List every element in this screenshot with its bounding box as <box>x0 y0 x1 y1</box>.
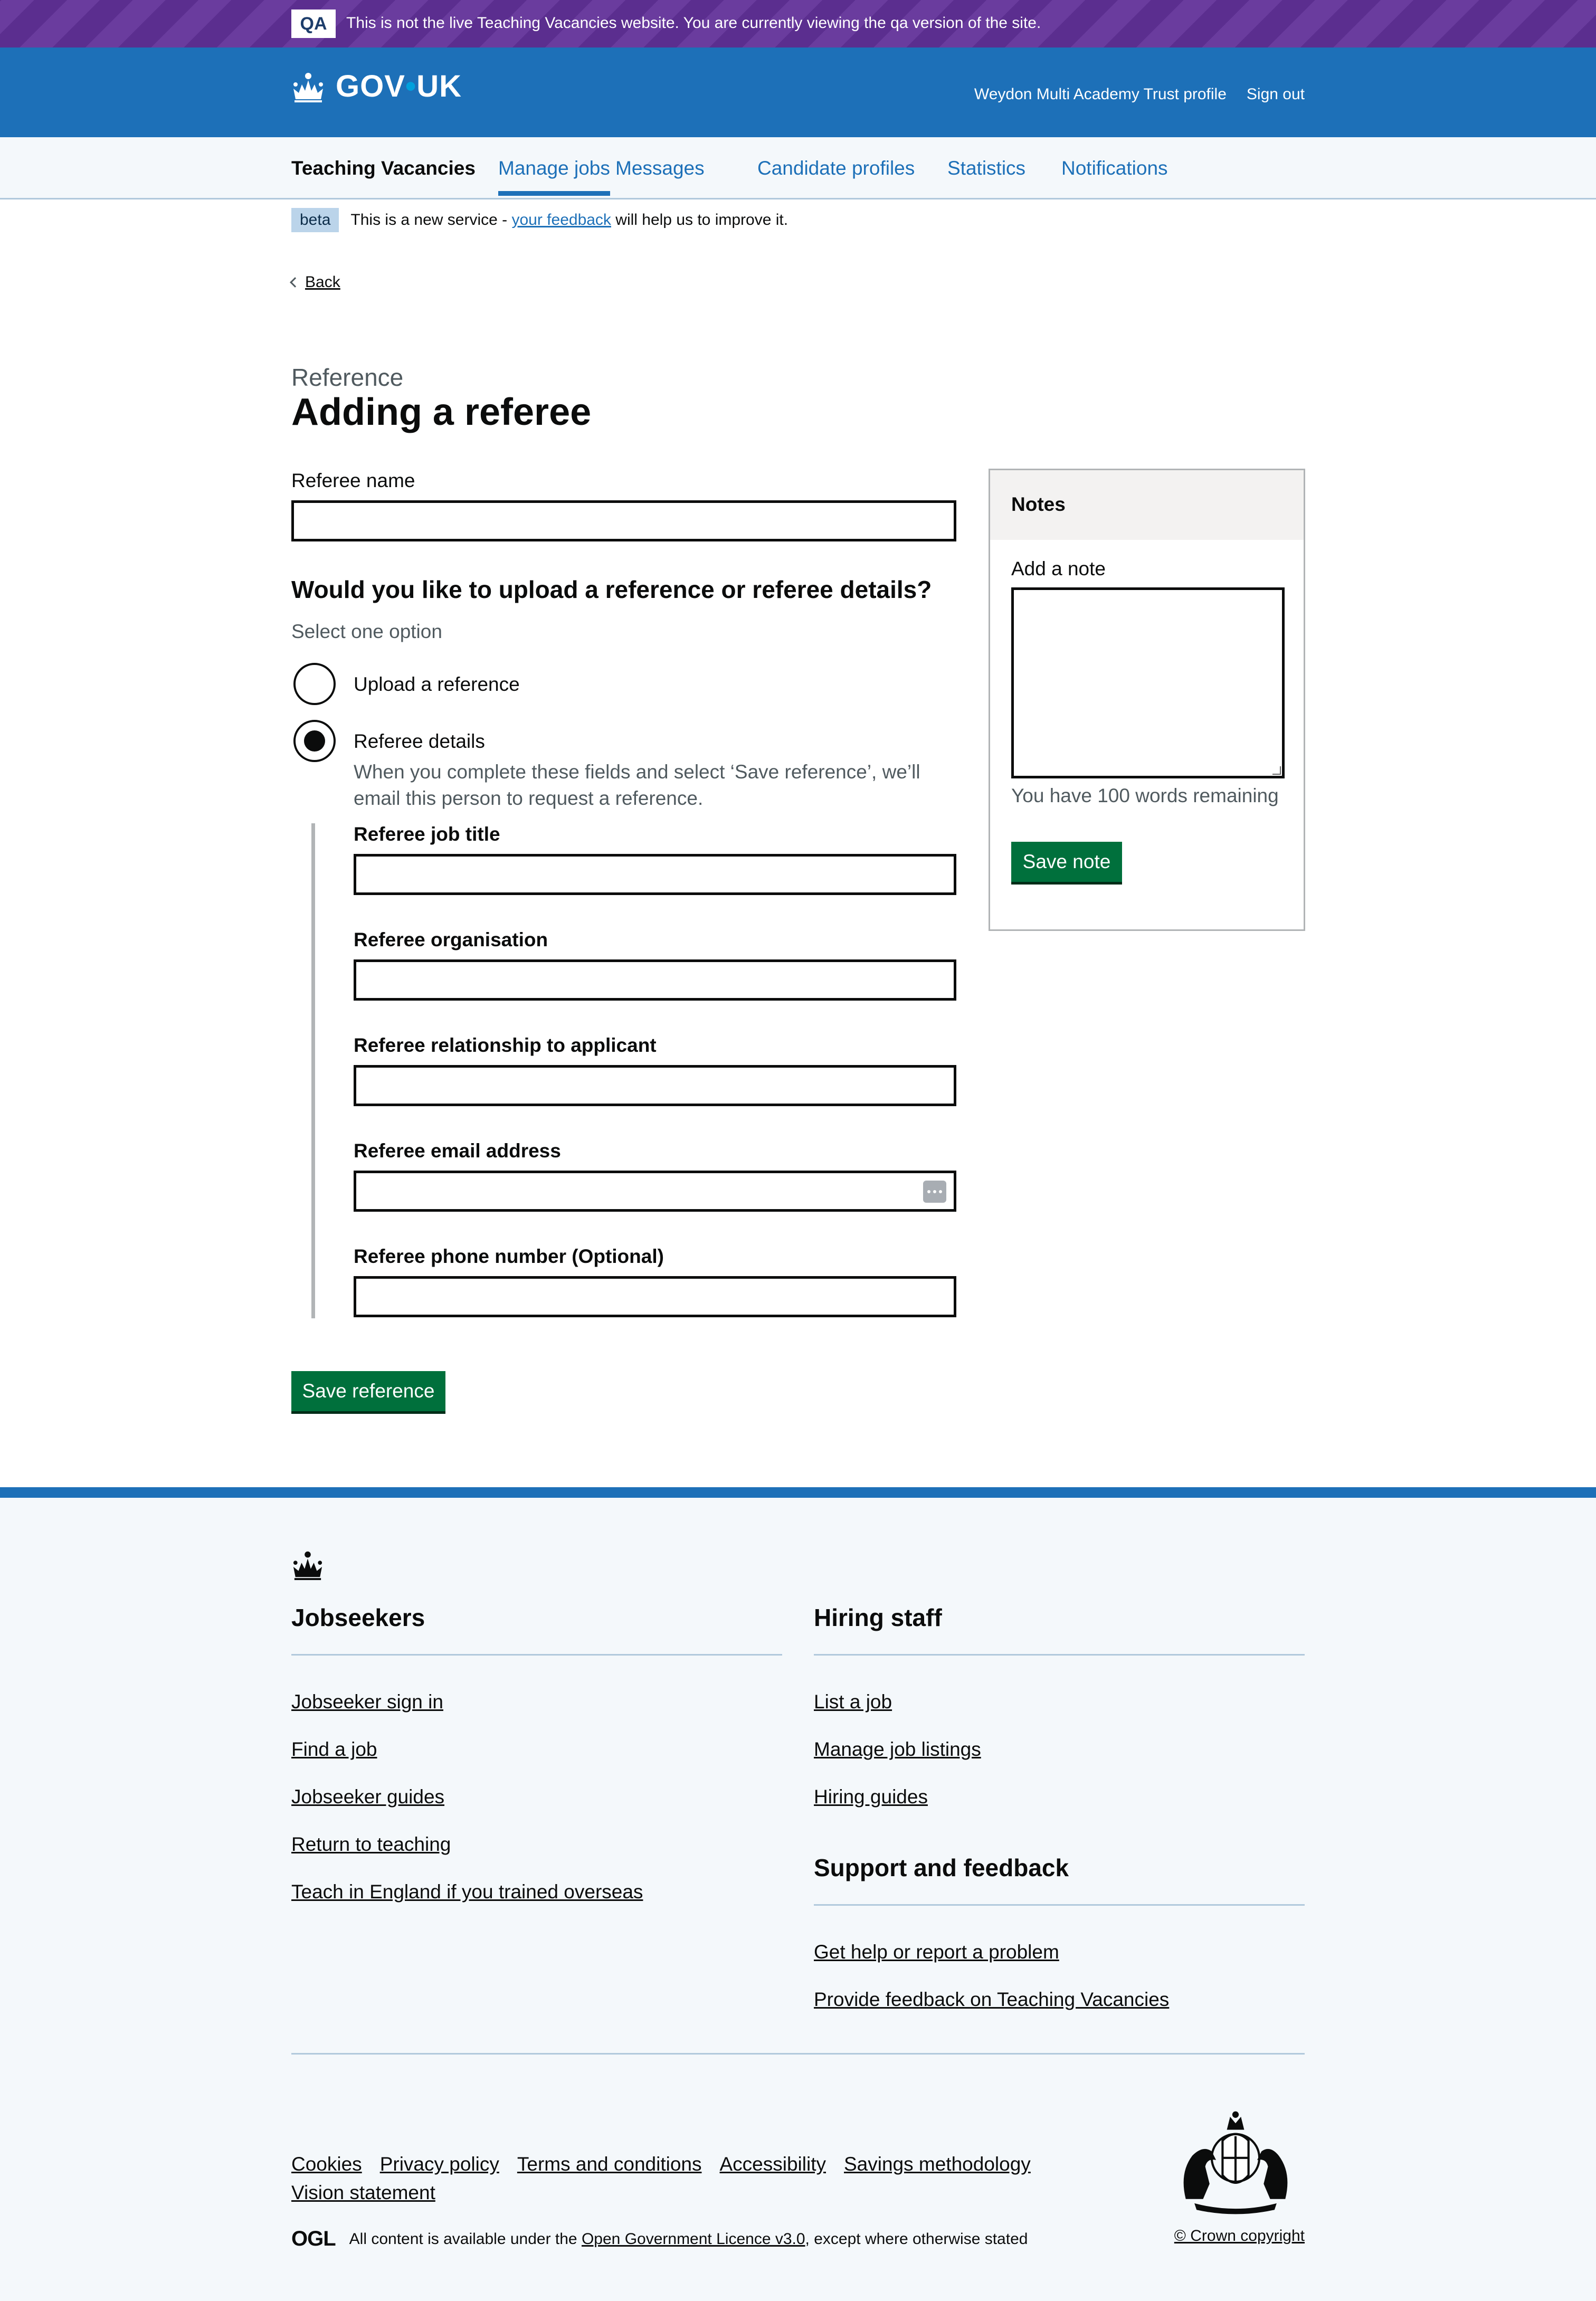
jobseekers-heading: Jobseekers <box>291 1604 425 1631</box>
meta-link-savings[interactable]: Savings methodology <box>844 2153 1031 2175</box>
page-caption: Reference <box>291 364 404 391</box>
nav-messages[interactable]: Messages <box>615 157 705 179</box>
footer-link-jobseeker-sign-in[interactable]: Jobseeker sign in <box>291 1691 443 1713</box>
notes-heading: Notes <box>990 470 1304 540</box>
referee-details-label[interactable]: Referee details <box>354 730 485 752</box>
service-navigation <box>0 137 1596 199</box>
save-note-button[interactable]: Save note <box>1011 842 1122 882</box>
logo-dot: • <box>405 69 417 103</box>
chevron-left-icon <box>290 277 300 288</box>
licence-link[interactable]: Open Government Licence v3.0 <box>581 2230 805 2248</box>
notes-panel <box>989 469 1305 931</box>
footer-link-jobseeker-guides[interactable]: Jobseeker guides <box>291 1786 445 1808</box>
jobseekers-divider <box>291 1654 782 1656</box>
nav-notifications[interactable]: Notifications <box>1061 157 1168 179</box>
nav-manage-jobs[interactable]: Manage jobs <box>498 157 610 196</box>
header-links <box>974 85 1305 103</box>
email-input[interactable] <box>354 1171 956 1212</box>
footer-link-return-to-teaching[interactable]: Return to teaching <box>291 1833 451 1855</box>
organisation-input[interactable] <box>354 959 956 1001</box>
footer-link-get-help[interactable]: Get help or report a problem <box>814 1941 1059 1963</box>
phone-label: Referee phone number (Optional) <box>354 1245 664 1267</box>
footer-link-find-a-job[interactable]: Find a job <box>291 1738 377 1760</box>
autofill-icon[interactable] <box>923 1181 946 1203</box>
referee-details-hint: When you complete these fields and select ‘Save reference’, we’ll email this person to request a reference. <box>354 761 920 809</box>
save-reference-button[interactable]: Save reference <box>291 1371 445 1411</box>
meta-link-cookies[interactable]: Cookies <box>291 2153 362 2175</box>
phase-banner <box>291 208 788 232</box>
crown-icon[interactable] <box>290 70 326 102</box>
nav-statistics[interactable]: Statistics <box>947 157 1026 179</box>
service-name[interactable]: Teaching Vacancies <box>291 157 476 179</box>
referee-details-radio[interactable] <box>293 720 336 762</box>
upload-reference-radio[interactable] <box>293 663 336 705</box>
qa-tag: QA <box>291 9 336 38</box>
licence-statement <box>291 2227 1028 2251</box>
crown-icon <box>290 1548 325 1580</box>
words-remaining-hint: You have 100 words remaining <box>1011 785 1279 806</box>
sign-out-link[interactable]: Sign out <box>1246 85 1305 103</box>
qa-banner-text: This is not the live Teaching Vacancies website. You are currently viewing the qa version of the site. <box>346 14 1041 32</box>
footer-link-manage-job-listings[interactable]: Manage job listings <box>814 1738 981 1760</box>
support-heading: Support and feedback <box>814 1854 1069 1881</box>
conditional-reveal-border <box>311 823 315 1318</box>
logo-uk: UK <box>416 69 462 103</box>
meta-link-accessibility[interactable]: Accessibility <box>719 2153 826 2175</box>
footer-meta-divider <box>291 2053 1305 2055</box>
resize-handle-icon[interactable] <box>1272 766 1281 775</box>
relationship-input[interactable] <box>354 1065 956 1106</box>
govuk-logo-text[interactable] <box>336 69 462 104</box>
hiring-divider <box>814 1654 1305 1656</box>
footer-meta-links <box>291 2153 1072 2204</box>
referee-name-input[interactable] <box>291 500 956 541</box>
profile-link[interactable]: Weydon Multi Academy Trust profile <box>974 85 1227 103</box>
crown-copyright-link[interactable]: © Crown copyright <box>1174 2227 1305 2245</box>
phase-text-before: This is a new service - <box>350 211 508 229</box>
meta-link-vision[interactable]: Vision statement <box>291 2182 435 2203</box>
nav-candidate-profiles[interactable]: Candidate profiles <box>757 157 915 179</box>
logo-gov: GOV <box>336 69 405 103</box>
footer-link-teach-in-england[interactable]: Teach in England if you trained overseas <box>291 1881 643 1903</box>
footer-link-hiring-guides[interactable]: Hiring guides <box>814 1786 928 1808</box>
reference-type-question: Would you like to upload a reference or referee details? <box>291 576 932 603</box>
hiring-staff-heading: Hiring staff <box>814 1604 942 1631</box>
page-title: Adding a referee <box>291 391 592 433</box>
organisation-label: Referee organisation <box>354 929 548 950</box>
note-textarea[interactable] <box>1011 587 1285 778</box>
referee-name-label: Referee name <box>291 470 415 491</box>
radio-selected-dot <box>304 730 325 752</box>
add-note-label: Add a note <box>1011 558 1106 579</box>
job-title-input[interactable] <box>354 854 956 895</box>
support-divider <box>814 1904 1305 1906</box>
meta-link-privacy[interactable]: Privacy policy <box>379 2153 499 2175</box>
footer-link-provide-feedback[interactable]: Provide feedback on Teaching Vacancies <box>814 1989 1170 2010</box>
feedback-link[interactable]: your feedback <box>511 211 611 229</box>
beta-tag: beta <box>291 208 339 232</box>
meta-link-terms[interactable]: Terms and conditions <box>517 2153 702 2175</box>
footer-link-list-a-job[interactable]: List a job <box>814 1691 892 1713</box>
job-title-label: Referee job title <box>354 823 500 845</box>
licence-text-before: All content is available under the <box>349 2230 577 2248</box>
email-label: Referee email address <box>354 1140 561 1162</box>
licence-text-after: , except where otherwise stated <box>805 2230 1028 2248</box>
reference-type-hint: Select one option <box>291 621 442 642</box>
back-link[interactable] <box>291 273 340 291</box>
qa-banner <box>0 0 1596 47</box>
ogl-logo-icon: OGL <box>291 2227 336 2250</box>
royal-coat-of-arms-icon <box>1171 2108 1300 2217</box>
govuk-header <box>0 47 1596 137</box>
back-link-label: Back <box>305 273 340 291</box>
upload-reference-label[interactable]: Upload a reference <box>354 673 520 695</box>
phase-text-after: will help us to improve it. <box>615 211 788 229</box>
relationship-label: Referee relationship to applicant <box>354 1034 657 1056</box>
phone-input[interactable] <box>354 1276 956 1317</box>
